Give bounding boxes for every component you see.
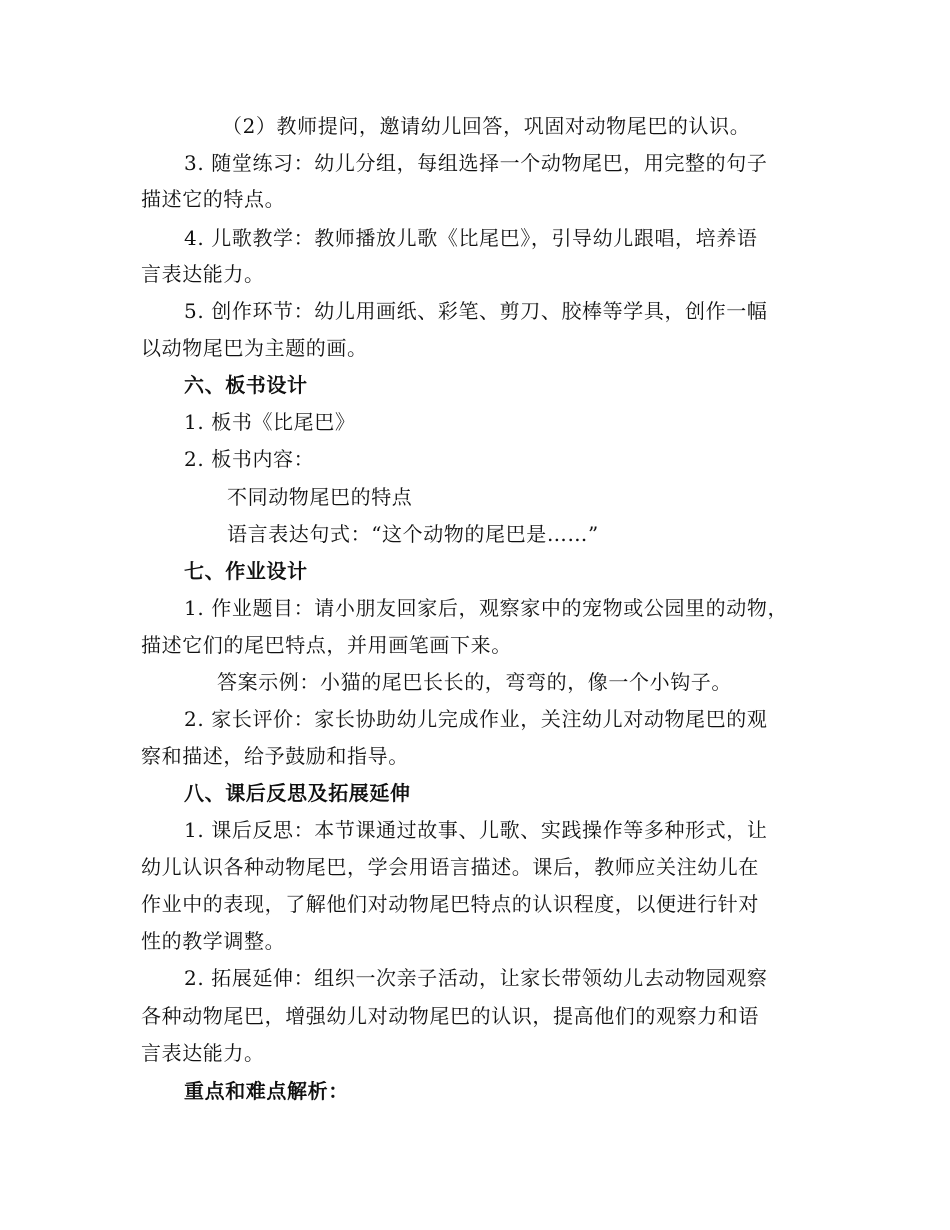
text-line: 性的教学调整。 (141, 929, 286, 953)
list-item-text: 2. 板书内容： (184, 447, 315, 471)
list-item-text: 2. 拓展延伸：组织一次亲子活动，让家长带领幼儿去动物园观察 (184, 966, 768, 990)
text-line: 言表达能力。 (141, 262, 265, 286)
section-heading: 八、课后反思及拓展延伸 (184, 781, 411, 805)
list-item-text: 3. 随堂练习：幼儿分组，每组选择一个动物尾巴，用完整的句子 (184, 151, 768, 175)
list-item-text: 4. 儿歌教学：教师播放儿歌《比尾巴》，引导幼儿跟唱，培养语 (184, 226, 758, 250)
text-line: （2）教师提问，邀请幼儿回答，巩固对动物尾巴的认识。 (222, 114, 751, 138)
list-item-text: 5. 创作环节：幼儿用画纸、彩笔、剪刀、胶棒等学具，创作一幅 (184, 299, 768, 323)
text-line: 察和描述，给予鼓励和指导。 (141, 744, 409, 768)
section-heading: 七、作业设计 (184, 559, 308, 583)
text-line: 言表达能力。 (141, 1041, 265, 1065)
list-item-text: 1. 课后反思：本节课通过故事、儿歌、实践操作等多种形式，让 (184, 818, 768, 842)
text-line: 作业中的表现，了解他们对动物尾巴特点的认识程度，以便进行针对 (141, 892, 759, 916)
board-content-line: 不同动物尾巴的特点 (227, 485, 413, 509)
answer-example: 答案示例：小猫的尾巴长长的，弯弯的，像一个小钩子。 (217, 670, 732, 694)
board-content-line: 语言表达句式：“这个动物的尾巴是……” (227, 522, 599, 546)
list-item-text: 1. 板书《比尾巴》 (184, 410, 356, 434)
list-item-text: 1. 作业题目：请小朋友回家后，观察家中的宠物或公园里的动物， (184, 596, 789, 620)
text-line: 描述它们的尾巴特点，并用画笔画下来。 (141, 633, 512, 657)
text-line: 以动物尾巴为主题的画。 (141, 336, 368, 360)
section-heading: 六、板书设计 (184, 373, 308, 397)
text-line: 幼儿认识各种动物尾巴，学会用语言描述。课后，教师应关注幼儿在 (141, 855, 759, 879)
text-line: 各种动物尾巴，增强幼儿对动物尾巴的认识，提高他们的观察力和语 (141, 1004, 759, 1028)
list-item-text: 2. 家长评价：家长协助幼儿完成作业，关注幼儿对动物尾巴的观 (184, 707, 768, 731)
text-line: 描述它的特点。 (141, 187, 286, 211)
section-heading: 重点和难点解析： (184, 1079, 349, 1103)
